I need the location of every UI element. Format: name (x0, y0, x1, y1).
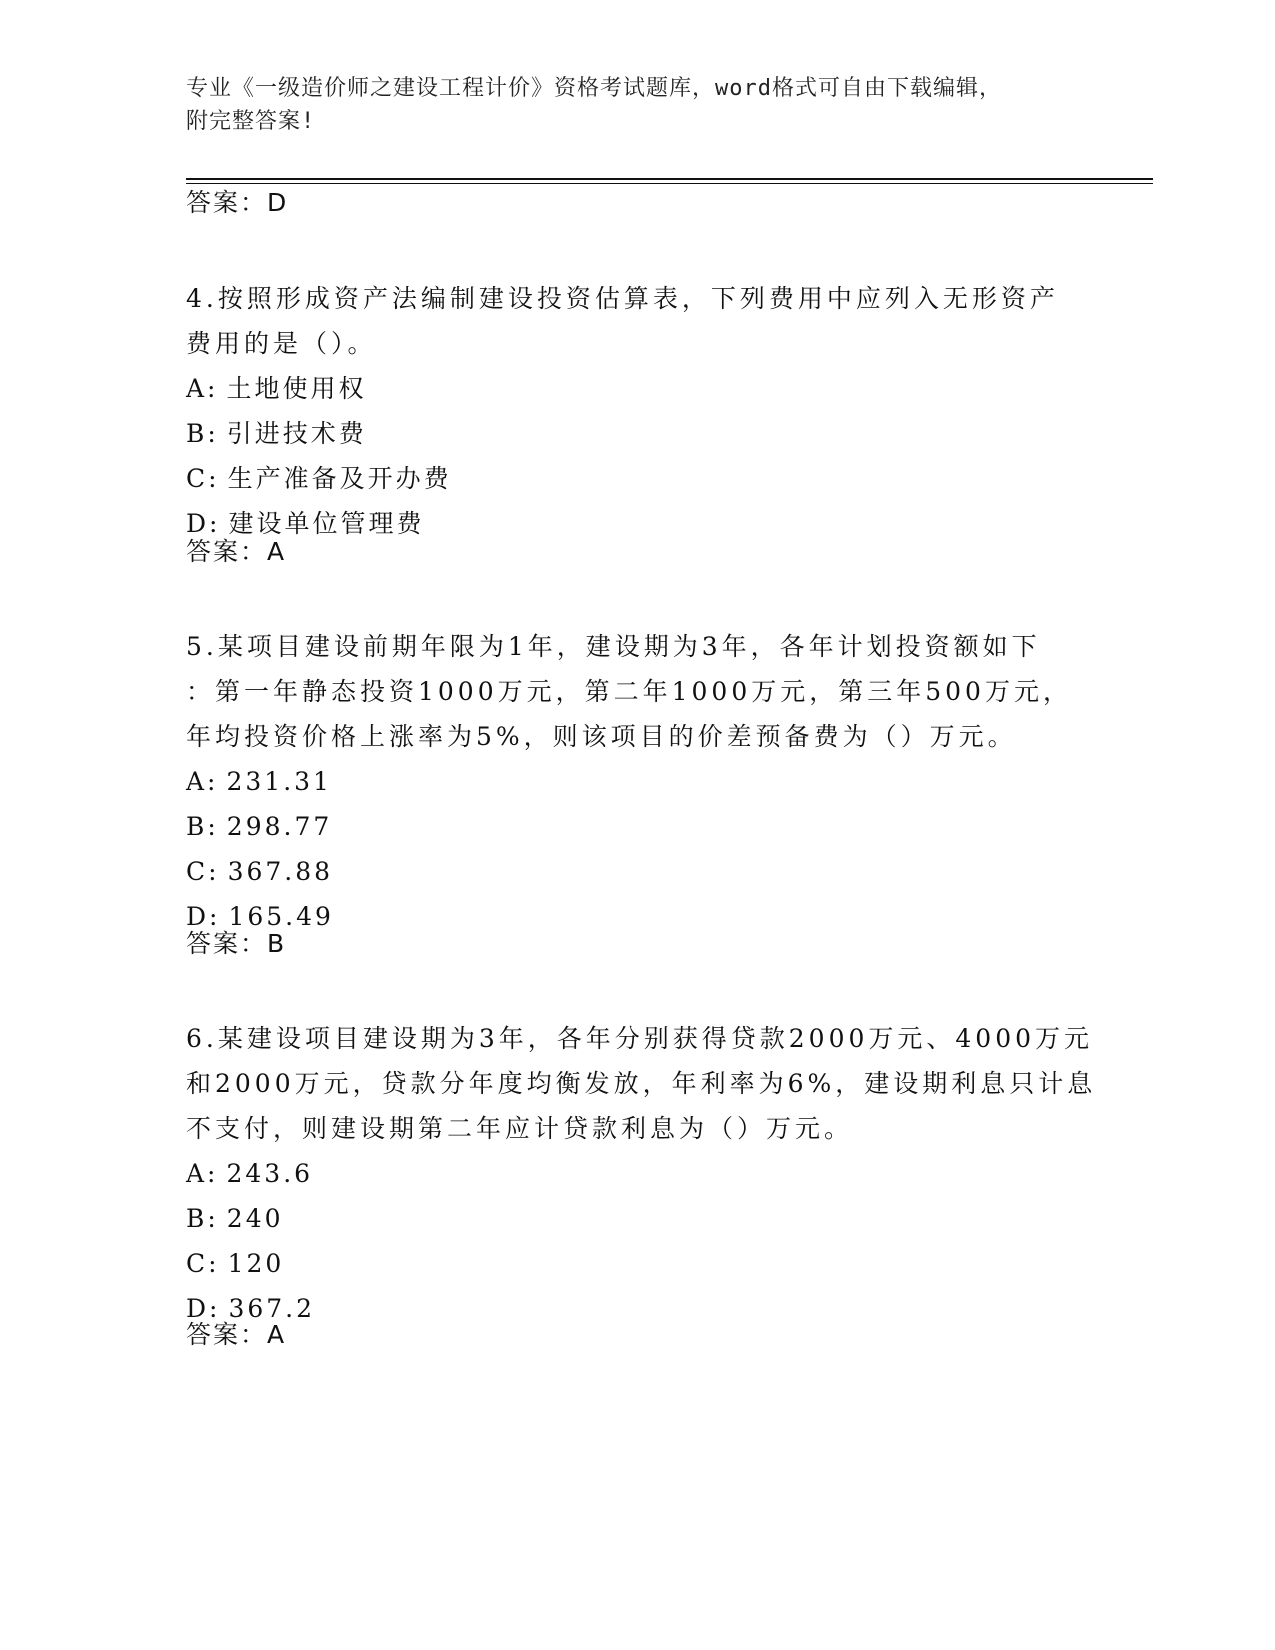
question-line: 不支付，则建设期第二年应计贷款利息为（）万元。 (186, 1114, 854, 1143)
option-d (186, 894, 1086, 939)
answer-label: 答案： (186, 1320, 268, 1349)
option-d (186, 501, 1086, 546)
question-text (186, 624, 1086, 759)
answer-4 (186, 537, 286, 567)
option-letter: B: (186, 419, 219, 448)
option-letter: A: (186, 1159, 219, 1188)
option-text: 引进技术费 (226, 419, 367, 448)
answer-value: A (267, 1320, 287, 1349)
option-b (186, 1196, 1086, 1241)
option-a (186, 759, 1086, 804)
option-text: 165.49 (228, 902, 334, 931)
option-letter: C: (186, 464, 220, 493)
option-letter: C: (186, 1249, 220, 1278)
option-text: 120 (227, 1249, 285, 1278)
option-b (186, 804, 1086, 849)
option-text: 231.31 (226, 767, 332, 796)
header-divider-thick (186, 178, 1153, 180)
option-text: 298.77 (226, 812, 333, 841)
header-divider-thin (186, 183, 1153, 184)
question-6 (186, 1016, 1097, 1331)
option-letter: B: (186, 812, 219, 841)
option-text: 240 (226, 1204, 284, 1233)
question-text (186, 276, 1086, 366)
option-text: 243.6 (226, 1159, 314, 1188)
question-line: 4.按照形成资产法编制建设投资估算表，下列费用中应列入无形资产 (186, 284, 1059, 313)
document-header (186, 72, 1086, 138)
prev-answer (186, 188, 288, 218)
option-letter: A: (186, 374, 219, 403)
answer-label: 答案： (186, 537, 268, 566)
question-5 (186, 624, 1086, 939)
answer-value: D (267, 188, 289, 217)
option-letter: D: (186, 902, 221, 931)
answer-value: A (267, 537, 287, 566)
option-letter: C: (186, 857, 220, 886)
question-4 (186, 276, 1086, 546)
answer-label: 答案： (186, 188, 268, 217)
option-letter: D: (186, 509, 221, 538)
option-a (186, 1151, 1086, 1196)
question-line: 费用的是（）。 (186, 329, 377, 358)
answer-label: 答案： (186, 929, 268, 958)
option-letter: D: (186, 1294, 221, 1323)
question-line: 年均投资价格上涨率为5%，则该项目的价差预备费为（）万元。 (186, 722, 1017, 751)
question-text (186, 1016, 1097, 1151)
answer-6 (186, 1320, 286, 1350)
option-a (186, 366, 1086, 411)
option-text: 土地使用权 (226, 374, 367, 403)
option-letter: A: (186, 767, 219, 796)
option-text: 生产准备及开办费 (227, 464, 452, 493)
answer-value: B (267, 929, 287, 958)
option-d (186, 1286, 1086, 1331)
answer-5 (186, 929, 286, 959)
question-line: 6.某建设项目建设期为3年，各年分别获得贷款2000万元、4000万元 (186, 1024, 1094, 1053)
option-c (186, 456, 1086, 501)
option-c (186, 849, 1086, 894)
option-text: 367.2 (228, 1294, 316, 1323)
question-line: 和2000万元，贷款分年度均衡发放，年利率为6%，建设期利息只计息 (186, 1069, 1097, 1098)
header-line-1: 专业《一级造价师之建设工程计价》资格考试题库，word格式可自由下载编辑， (186, 76, 1002, 101)
header-line-2: 附完整答案! (186, 109, 316, 134)
question-line: ：第一年静态投资1000万元，第二年1000万元，第三年500万元， (186, 677, 1072, 706)
option-b (186, 411, 1086, 456)
option-text: 367.88 (227, 857, 334, 886)
option-c (186, 1241, 1086, 1286)
option-text: 建设单位管理费 (228, 509, 425, 538)
option-letter: B: (186, 1204, 219, 1233)
question-line: 5.某项目建设前期年限为1年，建设期为3年，各年计划投资额如下 (186, 632, 1041, 661)
